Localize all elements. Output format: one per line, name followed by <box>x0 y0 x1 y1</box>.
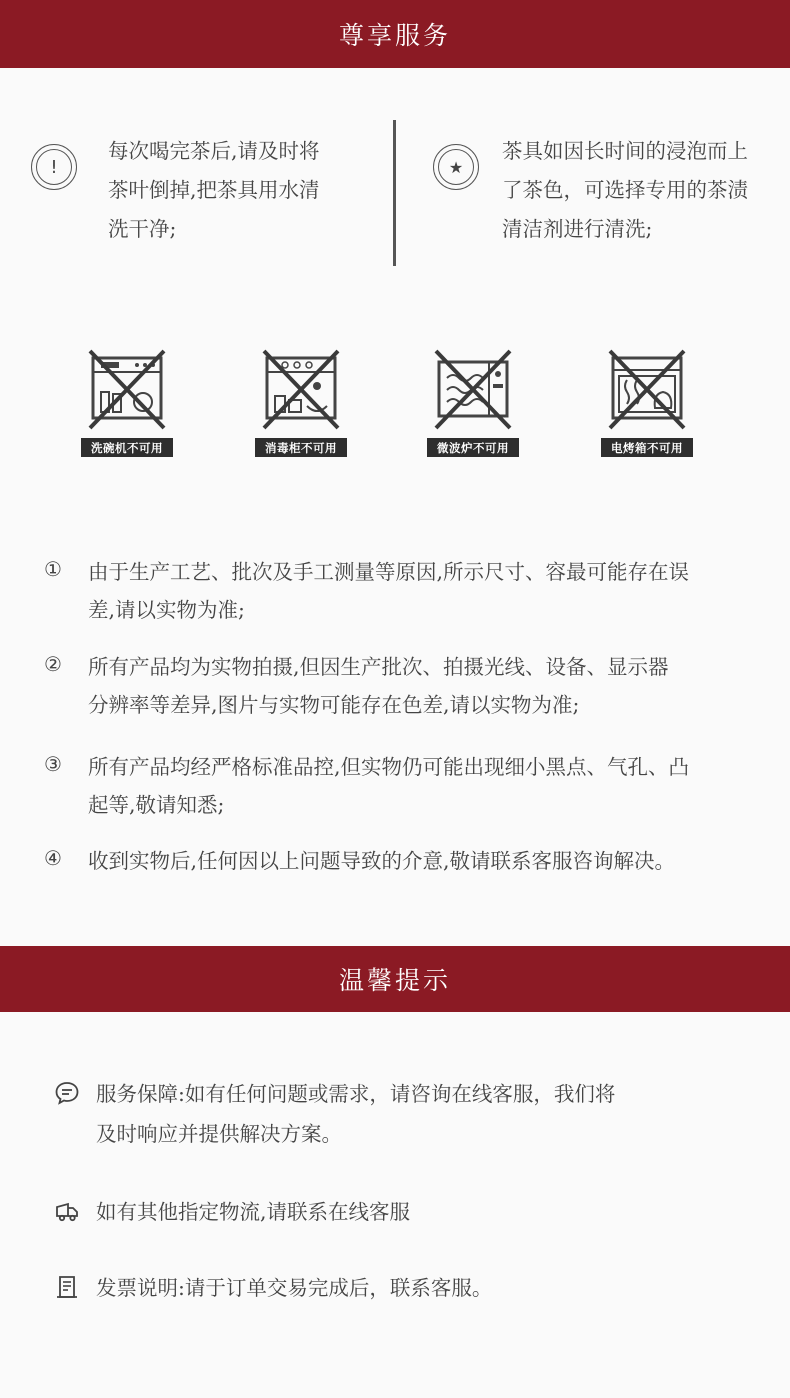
oven-icon <box>607 348 687 434</box>
appliance-oven <box>601 348 693 460</box>
vertical-divider <box>393 120 396 266</box>
appliance-dishwasher <box>81 348 173 460</box>
appliance-label: 电烤箱不可用 <box>601 438 693 457</box>
service-title: 尊享服务 <box>338 21 451 50</box>
star-circle-icon: ★ <box>433 144 479 190</box>
microwave-icon <box>433 348 513 434</box>
appliance-disinfection-cabinet <box>255 348 347 460</box>
appliance-microwave <box>427 348 519 460</box>
invoice-receipt-icon <box>54 1274 80 1300</box>
dishwasher-icon <box>87 348 167 434</box>
care-instructions <box>0 120 790 266</box>
delivery-truck-icon <box>54 1198 80 1224</box>
care-text-left: 每次喝完茶后,请及时将 茶叶倒掉,把茶具用水清 洗干净; <box>108 139 320 241</box>
disinfection-cabinet-icon <box>261 348 341 434</box>
exclamation-circle-icon: ! <box>31 144 77 190</box>
appliance-label: 洗碗机不可用 <box>81 438 173 457</box>
appliance-label: 消毒柜不可用 <box>255 438 347 457</box>
appliance-label: 微波炉不可用 <box>427 438 519 457</box>
care-text-right: 茶具如因长时间的浸泡而上 了茶色，可选择专用的茶渍 清洁剂进行清洗; <box>502 139 748 241</box>
appliance-warnings <box>0 348 790 460</box>
service-banner <box>0 0 790 68</box>
chat-bubble-icon <box>54 1080 80 1106</box>
tips-title: 温馨提示 <box>338 966 451 995</box>
tips-banner <box>0 946 790 1012</box>
